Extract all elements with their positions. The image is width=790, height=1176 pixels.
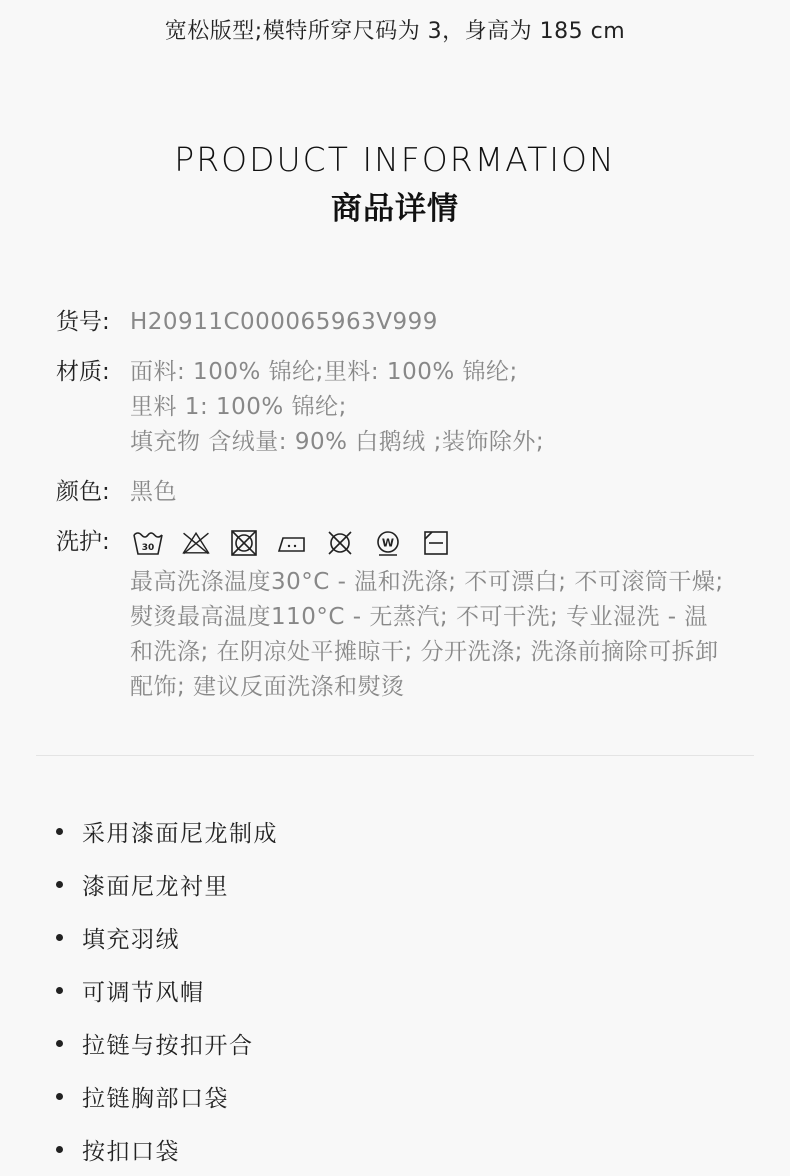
divider	[36, 755, 754, 756]
iron-medium-icon	[276, 529, 308, 557]
svg-text:30: 30	[141, 542, 155, 553]
material-line: 面料: 100% 锦纶;里料: 100% 锦纶;	[130, 359, 518, 385]
feature-item	[56, 1070, 278, 1123]
bullet	[56, 828, 63, 835]
feature-text: 拉链胸部口袋	[82, 1086, 229, 1112]
color-value: 黑色	[130, 479, 177, 505]
feature-text: 漆面尼龙衬里	[82, 874, 229, 900]
bullet	[56, 1040, 63, 1047]
care-row	[56, 525, 736, 705]
material-line: 填充物 含绒量: 90% 白鹅绒 ;装饰除外;	[130, 429, 545, 455]
feature-item	[56, 964, 278, 1017]
feature-item	[56, 805, 278, 858]
product-details	[56, 305, 736, 705]
section-title-en: PRODUCT INFORMATION	[174, 140, 616, 179]
feature-item	[56, 911, 278, 964]
feature-text: 采用漆面尼龙制成	[82, 821, 278, 847]
section-header	[0, 140, 790, 229]
fit-note: 宽松版型;模特所穿尺码为 3，身高为 185 cm	[164, 19, 626, 44]
care-label: 洗护:	[56, 529, 110, 555]
no-bleach-icon	[180, 529, 212, 557]
bullet	[56, 881, 63, 888]
material-values	[130, 355, 544, 460]
wash-30-icon	[132, 529, 164, 557]
feature-item	[56, 858, 278, 911]
no-dry-clean-icon	[324, 529, 356, 557]
bullet	[56, 987, 63, 994]
feature-text: 按扣口袋	[82, 1139, 180, 1165]
feature-text: 填充羽绒	[82, 927, 180, 953]
bullet	[56, 1146, 63, 1153]
feature-list	[56, 805, 278, 1176]
dry-flat-shade-icon	[420, 529, 452, 557]
section-title-zh: 商品详情	[331, 191, 459, 227]
feature-text: 可调节风帽	[82, 980, 205, 1006]
bullet	[56, 1093, 63, 1100]
svg-text:W: W	[381, 536, 395, 549]
feature-item	[56, 1017, 278, 1070]
bullet	[56, 934, 63, 941]
sku-row	[56, 305, 736, 355]
care-instructions: 最高洗涤温度30°C - 温和洗涤; 不可漂白; 不可滚筒干燥; 熨烫最高温度110°C - 无蒸汽; 不可干洗; 专业湿洗 - 温和洗涤; 在阴凉处平摊晾干; 分开洗涤; 洗涤前摘除可拆卸配饰; 建议反面洗涤和熨烫	[130, 569, 724, 700]
care-icons	[132, 525, 452, 560]
feature-text: 拉链与按扣开合	[82, 1033, 254, 1059]
no-tumble-dry-icon	[228, 529, 260, 557]
sku-value: H20911C000065963V999	[130, 309, 438, 335]
color-row	[56, 475, 736, 525]
material-label: 材质:	[56, 359, 110, 385]
material-line: 里料 1: 100% 锦纶;	[130, 394, 347, 420]
feature-item	[56, 1123, 278, 1176]
color-label: 颜色:	[56, 479, 110, 505]
sku-label: 货号:	[56, 309, 110, 335]
material-row	[56, 355, 736, 475]
wet-clean-icon	[372, 529, 404, 557]
